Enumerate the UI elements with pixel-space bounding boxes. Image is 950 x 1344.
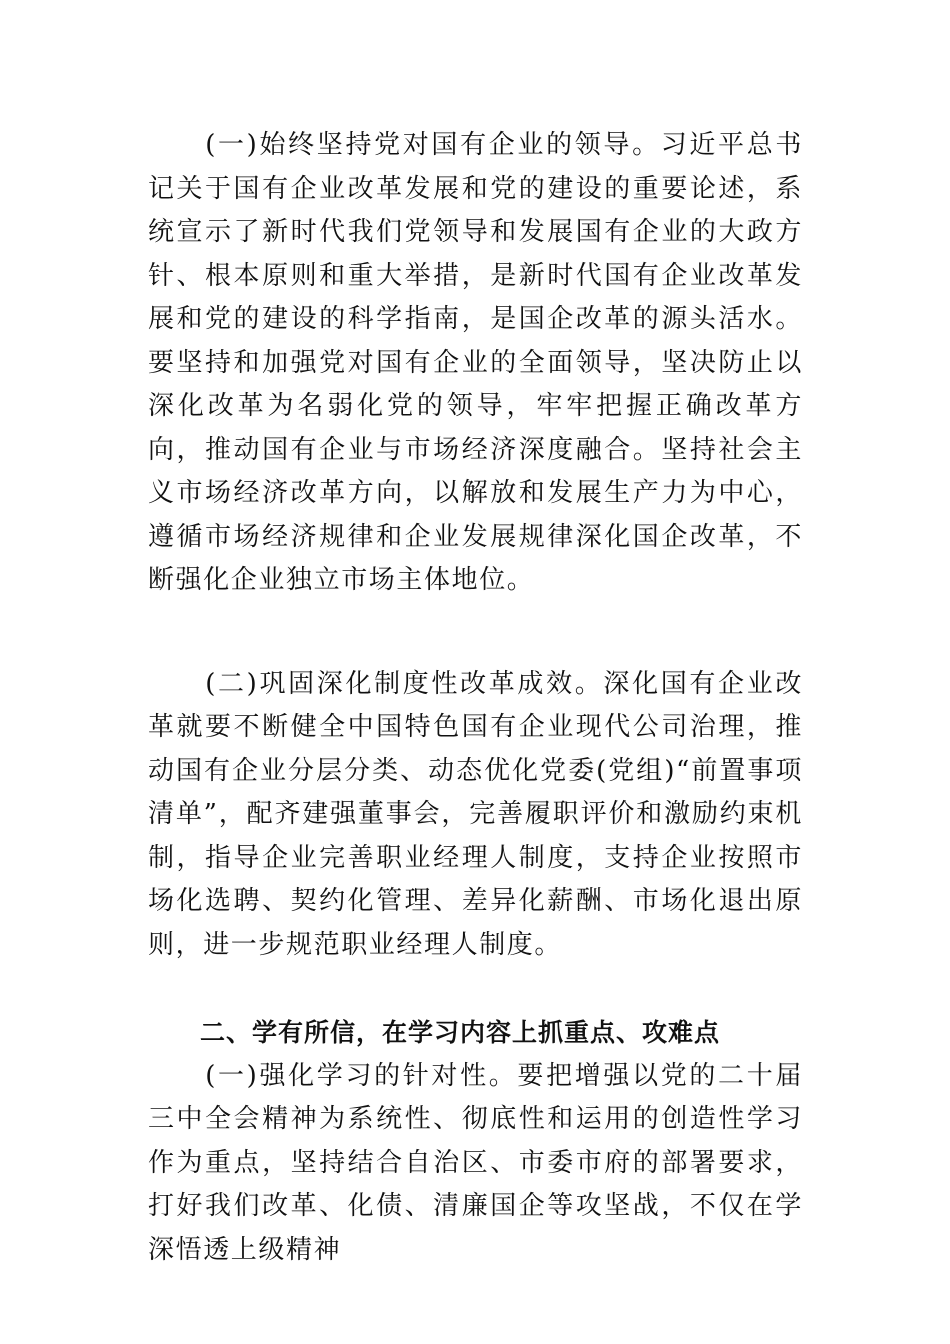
paragraph-leadership: (一)始终坚持党对国有企业的领导。习近平总书记关于国有企业改革发展和党的建设的重要论述，系统宣示了新时代我们党领导和发展国有企业的大政方针、根本原则和重大举措，是新时代国有企业改革发展和党的建设的科学指南，是国企改革的源头活水。要坚持和加强党对国有企业的全面领导，坚决防止以深化改革为名弱化党的领导，牢牢把握正确改革方向，推动国有企业与市场经济深度融合。坚持社会主义市场经济改革方向，以解放和发展生产力为中心，遵循市场经济规律和企业发展规律深化国企改革，不断强化企业独立市场主体地位。: [148, 130, 803, 595]
document-body: [148, 124, 803, 1272]
section-spacer: [148, 967, 803, 1011]
paragraph-spacer: [148, 603, 803, 663]
section-heading: 二、学有所信，在学习内容上抓重点、攻难点: [200, 1018, 721, 1047]
paragraph-institutional-reform: (二)巩固深化制度性改革成效。深化国有企业改革就要不断健全中国特色国有企业现代公司治理，推动国有企业分层分类、动态优化党委(党组)“前置事项清单”，配齐建强董事会，完善履职评价和激励约束机制，指导企业完善职业经理人制度，支持企业按照市场化选聘、契约化管理、差异化薪酬、市场化退出原则，进一步规范职业经理人制度。: [148, 668, 803, 960]
paragraph-learning-focus: (一)强化学习的针对性。要把增强以党的二十届三中全会精神为系统性、彻底性和运用的创造性学习作为重点，坚持结合自治区、市委市府的部署要求，打好我们改革、化债、清廉国企等攻坚战，不仅在学深悟透上级精神: [148, 1060, 803, 1265]
